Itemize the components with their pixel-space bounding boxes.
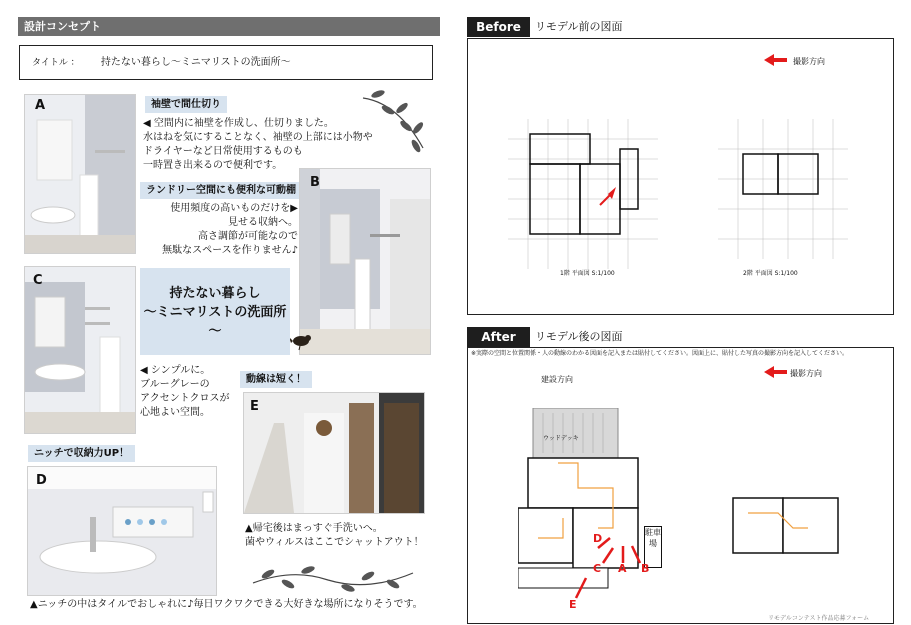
wall-line-4: 一時置き出来るので便利です。: [143, 160, 283, 171]
niche-caption: ▲ニッチの中はタイルでおしゃれに♪毎日ワクワクできる大好きな場所になりそうです。: [30, 599, 423, 610]
photo-d-label: D: [36, 473, 47, 488]
photo-d: [27, 466, 217, 596]
flow-line-2: 菌やウィルスはここでシャットアウト！: [245, 537, 424, 548]
flow-line-1: ▲帰宅後はまっすぐ手洗いへ。: [245, 523, 383, 534]
photo-marker-d: D: [593, 532, 603, 545]
arrow-head-icon: [764, 366, 774, 378]
photo-b: [299, 168, 431, 355]
before-floor-plan-1: [508, 119, 658, 279]
photo-direction-arrows: [568, 518, 658, 608]
after-note: ※実際の空間と位置関係・人の動線のわかる図面を記入または貼付してください。図面上に、貼付した写真の撮影方向を記入してください。: [471, 350, 849, 357]
laundry-line-2: 見せる収納へ。: [228, 217, 298, 228]
laundry-line-1: 使用頻度の高いものだけを▶: [170, 203, 298, 214]
concept-header: 設計コンセプト: [18, 17, 440, 36]
photo-marker-b: B: [641, 562, 650, 575]
photo-marker-e: E: [569, 598, 577, 611]
before-direction-label: 撮影方向: [793, 57, 825, 66]
flow-text: [245, 522, 430, 550]
after-floor-plan-2: [718, 493, 848, 563]
before-plan2-caption: 2階 平面図 S:1/100: [743, 270, 798, 277]
simple-line-4: 心地よい空間。: [140, 407, 210, 418]
concept-callout: [140, 268, 290, 355]
simple-line-3: アクセントクロスが: [140, 393, 230, 404]
laundry-text: [140, 202, 298, 258]
concept-title-box: [19, 45, 433, 80]
niche-tag: ニッチで収納力UP！: [28, 445, 135, 462]
laundry-tag: ランドリー空間にも便利な可動棚: [140, 182, 302, 199]
before-plan-frame: [467, 38, 894, 315]
before-subtitle: リモデル前の図面: [535, 20, 623, 33]
photo-e: [243, 392, 425, 514]
after-parking-label: 駐車場: [645, 528, 661, 548]
wall-line-1: ◀ 空間内に袖壁を作成し、仕切りました。: [143, 118, 334, 129]
title-label: タイトル ：: [32, 58, 80, 68]
simple-line-1: ◀ シンプルに。: [140, 365, 211, 376]
before-tab: Before: [467, 17, 530, 37]
before-floor-plan-2: [718, 119, 848, 269]
after-compass-label: 建設方向: [541, 375, 573, 384]
wall-line-2: 水はねを気にすることなく、袖壁の上部には小物や: [143, 132, 373, 143]
bird-icon: [289, 331, 313, 351]
leaf-branch-icon: [358, 88, 430, 158]
photo-c-label: C: [33, 273, 43, 288]
simple-line-2: ブルーグレーの: [140, 379, 210, 390]
flow-tag: 動線は短く！: [240, 371, 312, 388]
after-subtitle: リモデル後の図面: [535, 330, 623, 343]
photo-marker-c: C: [593, 562, 602, 575]
title-text: 持たない暮らし～ミニマリストの洗面所～: [100, 57, 291, 68]
wall-line-3: ドライヤーなど日常使用するものも: [143, 146, 303, 157]
photo-b-label: B: [310, 175, 320, 190]
wall-tag: 袖壁で間仕切り: [145, 96, 227, 113]
before-plan1-caption: 1階 平面図 S:1/100: [560, 270, 615, 277]
simple-text: [140, 364, 240, 420]
photo-e-label: E: [250, 399, 259, 414]
photo-a: [24, 94, 136, 254]
concept-line-1: 持たない暮らし: [169, 286, 261, 301]
after-direction-label: 撮影方向: [790, 369, 822, 378]
photo-a-label: A: [35, 98, 46, 113]
after-tab: After: [467, 327, 530, 347]
after-wood-deck-label: ウッドデッキ: [543, 435, 579, 442]
vine-icon: [248, 558, 418, 596]
laundry-line-4: 無駄なスペースを作りません♪: [162, 245, 298, 256]
concept-line-2: ～ミニマリストの洗面所～: [143, 305, 287, 339]
photo-marker-a: A: [618, 562, 627, 575]
wall-text: [143, 117, 383, 173]
arrow-head-icon: [764, 54, 774, 66]
after-footer: リモデルコンテスト作品応募フォーム: [768, 615, 870, 622]
after-plan-frame: [467, 347, 894, 624]
photo-c: [24, 266, 136, 434]
laundry-line-3: 高さ調節が可能なので: [198, 231, 298, 242]
